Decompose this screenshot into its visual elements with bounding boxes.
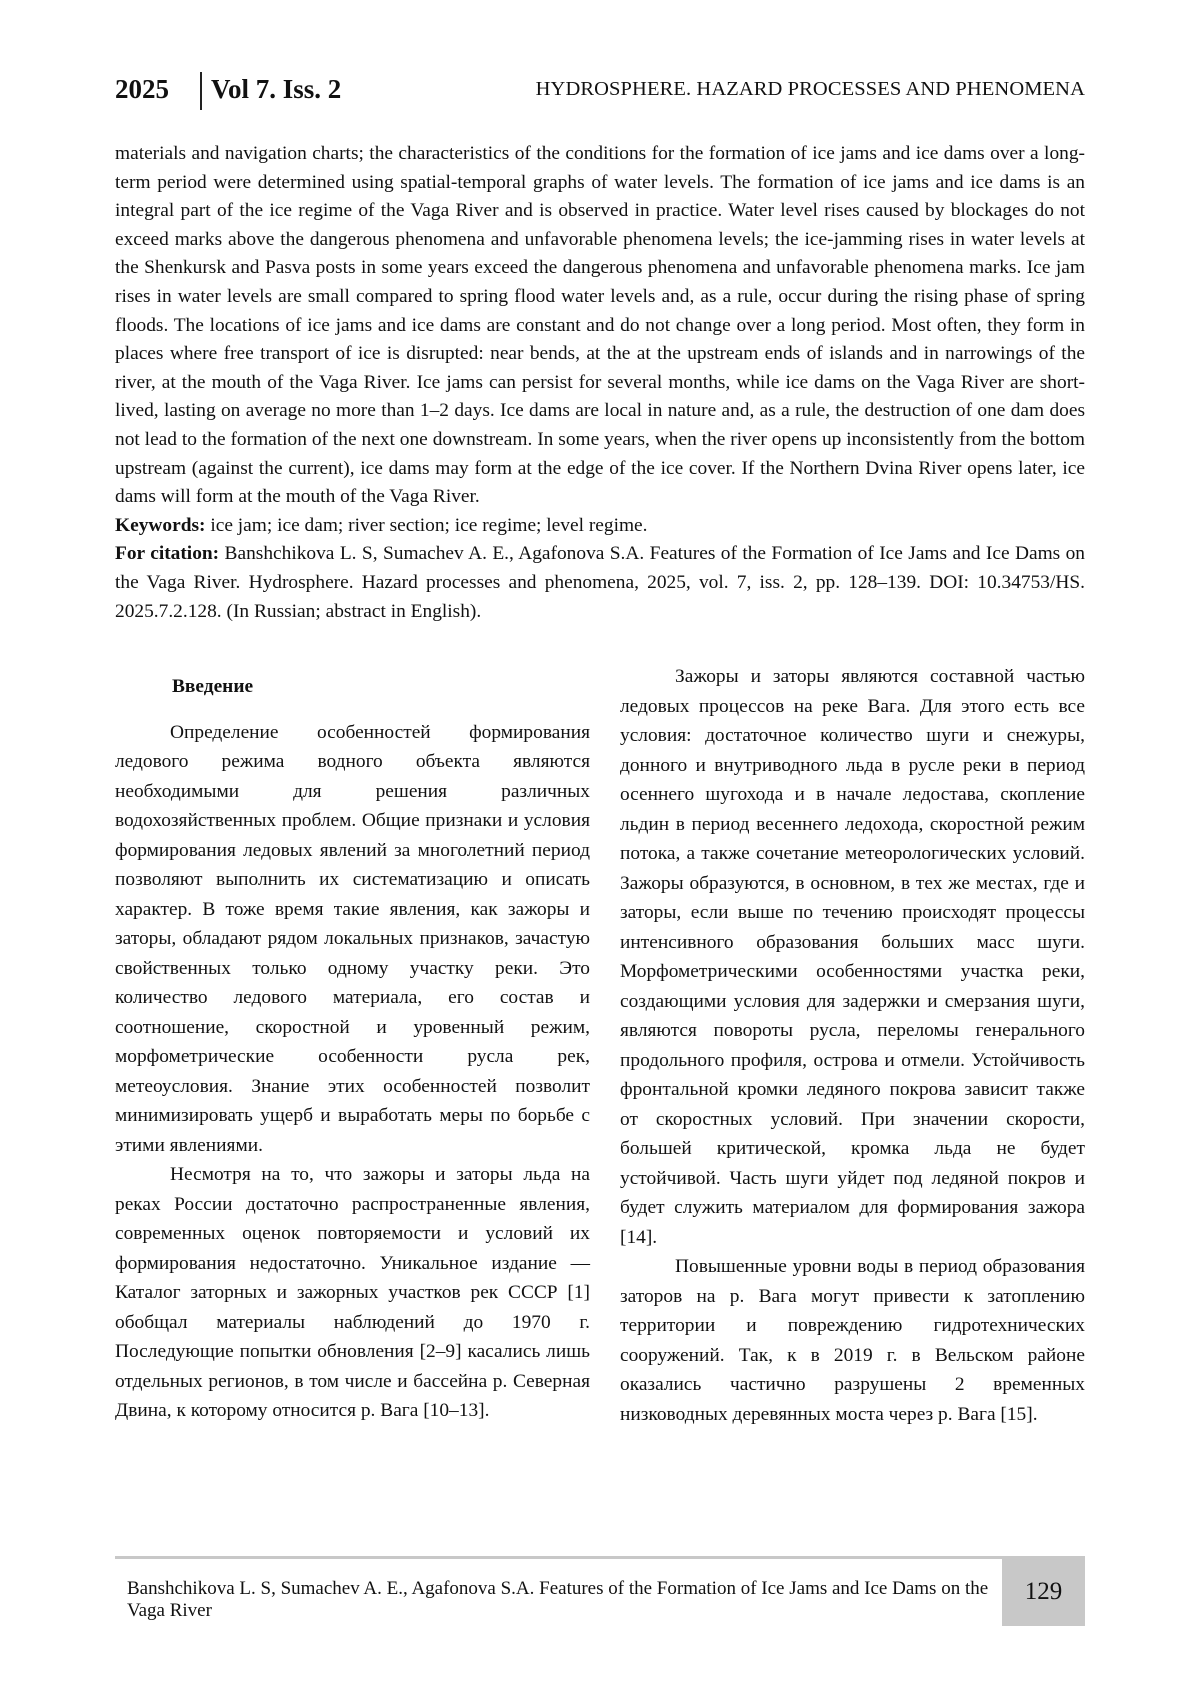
paragraph: Повышенные уровни воды в период образования заторов на р. Вага могут привести к затоплению территории и повреждению гидротехнических сооружений. Так, к в 2019 г. в Вельском районе оказались частично разрушены 2 временных низководных деревянных моста через р. Вага [15]. [620, 1256, 1085, 1425]
paragraph: Определение особенностей формирования ледового режима водного объекта являются необходимыми для решения различных водохозяйственных проблем. Общие признаки и условия формирования ледовых явлений за многолетний период позволяют выполнить их систематизацию и описать характер. В тоже время такие явления, как зажоры и заторы, обладают рядом локальных признаков, зачастую свойственных только одному участку реки. Это количество ледового материала, его состав и соотношение, скоростной и уровенный режим, морфометрические особенности русла рек, метеоусловия. Знание этих особенностей позволит минимизировать ущерб и выработать меры по борьбе с этими явлениями. [115, 721, 590, 1156]
footer-divider [115, 1556, 1085, 1559]
abstract-block [115, 140, 1085, 626]
citation-line [115, 540, 1085, 626]
section-heading-introduction: Введение [172, 676, 254, 697]
header-journal-title: HYDROSPHERE. HAZARD PROCESSES AND PHENOMENA [535, 78, 1085, 100]
keywords-label: Keywords: [115, 514, 206, 536]
paragraph: Несмотря на то, что зажоры и заторы льда на реках России достаточно распространенные явления, современных оценок повторяемости и условий их формирования недостаточно. Уникальное издание — Каталог заторных и зажорных участков рек СССР [1] обобщал материалы наблюдений до 1970 г. Последующие попытки обновления [2–9] касались лишь отдельных регионов, в том числе и бассейна р. Северная Двина, к которому относится р. Вага [10–13]. [115, 1164, 590, 1421]
page-number: 129 [1024, 1578, 1063, 1605]
header-year: 2025 [115, 74, 169, 104]
running-header [115, 72, 1085, 112]
paragraph: Зажоры и заторы являются составной частью ледовых процессов на реке Вага. Для этого есть все условия: достаточное количество шуги и снежуры, донного и внутриводного льда в русле реки в период осеннего шугохода и в начале ледостава, скопление льдин в период весеннего ледохода, скоростной режим потока, а также сочетание метеорологических условий. Зажоры образуются, в основном, в тех же местах, где и заторы, если выше по течению происходят процессы интенсивного образования больших масс шуги. Морфометрическими особенностями участка реки, создающими условия для задержки и смерзания шуги, являются повороты русла, переломы генерального продольного профиля, острова и отмели. Устойчивость фронтальной кромки ледяного покрова зависит также от скоростных условий. При значении скорости, большей критической, кромка льда не будет устойчивой. Часть шуги уйдет под ледяной покров и будет служить материалом для формирования зажора [14]. [620, 666, 1085, 1248]
keywords-text: ice jam; ice dam; river section; ice regime; level regime. [205, 514, 648, 536]
footer-citation: Banshchikova L. S, Sumachev A. E., Agafonova S.A. Features of the Formation of Ice Jams and Ice Dams on the Vaga River [127, 1578, 989, 1621]
keywords-line [115, 512, 1085, 541]
header-divider [200, 72, 202, 110]
citation-label: For citation: [115, 543, 220, 565]
left-column [115, 672, 590, 1426]
abstract-continuation: materials and navigation charts; the characteristics of the conditions for the formation of ice jams and ice dams over a long-term period were determined using spatial-temporal graphs of water levels. The formation of ice jams and ice dams is an integral part of the ice regime of the Vaga River and is observed in practice. Water level rises caused by blockages do not exceed marks above the dangerous phenomena and unfavorable phenomena levels; the ice-jamming rises in water levels at the Shenkursk and Pasva posts in some years exceed the dangerous phenomena and unfavorable phenomena marks. Ice jam rises in water levels are small compared to spring flood water levels and, as a rule, occur during the rising phase of spring floods. The locations of ice jams and ice dams are constant and do not change over a long period. Most often, they form in places where free transport of ice is disrupted: near bends, at the at the upstream ends of islands and in narrowings of the river, at the mouth of the Vaga River. Ice jams can persist for several months, while ice dams on the Vaga River are short-lived, lasting on average no more than 1–2 days. Ice dams are local in nature and, as a rule, the destruction of one dam does not lead to the formation of the next one downstream. In some years, when the river opens up inconsistently from the bottom upstream (against the current), ice dams may form at the edge of the ice cover. If the Northern Dvina River opens later, ice dams will form at the mouth of the Vaga River. [115, 143, 1085, 508]
right-column [620, 662, 1085, 1429]
page-number-box [1002, 1558, 1085, 1626]
header-volume: Vol 7. Iss. 2 [211, 74, 342, 104]
citation-text: Banshchikova L. S, Sumachev A. E., Agafonova S.A. Features of the Formation of Ice Jams and Ice Dams on the Vaga River. Hydrosphere. Hazard processes and phenomena, 2025, vol. 7, iss. 2, pp. 128–139. DOI: 10.34753/HS. 2025.7.2.128. (In Russian; abstract in English). [115, 543, 1085, 622]
